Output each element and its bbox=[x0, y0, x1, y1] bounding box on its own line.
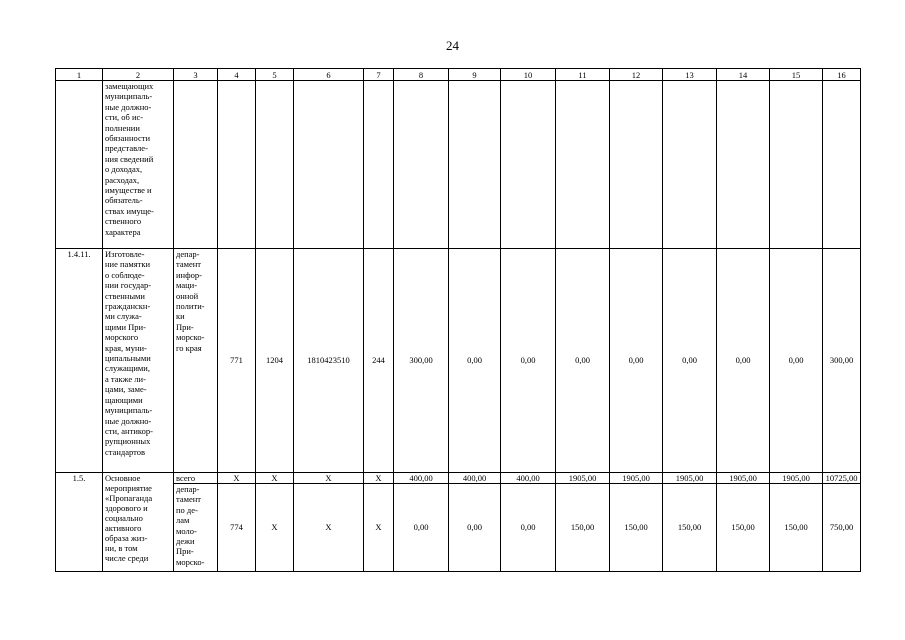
row-name: замещающих муниципаль- ные должно- сти, об ис- полнении обязанности представле- ния сведений о доходах, расходах, имуществе и обязатель- ствах имуще- ственного характера bbox=[103, 81, 174, 249]
cell-value: 771 bbox=[218, 249, 256, 473]
empty-cell bbox=[717, 81, 770, 249]
cell-value: 150,00 bbox=[556, 484, 610, 572]
cell-value: 10725,00 bbox=[823, 473, 861, 484]
empty-cell bbox=[823, 81, 861, 249]
column-header: 14 bbox=[717, 69, 770, 81]
cell-value: 400,00 bbox=[449, 473, 501, 484]
cell-value: 1810423510 bbox=[294, 249, 364, 473]
row-executor: депар- тамент по де- лам моло- дежи При- морско- bbox=[174, 484, 218, 572]
cell-value: 1905,00 bbox=[717, 473, 770, 484]
cell-value: 1905,00 bbox=[556, 473, 610, 484]
cell-value: 150,00 bbox=[717, 484, 770, 572]
cell-value: 150,00 bbox=[663, 484, 717, 572]
column-header: 10 bbox=[501, 69, 556, 81]
column-header: 3 bbox=[174, 69, 218, 81]
cell-value: Х bbox=[256, 484, 294, 572]
empty-cell bbox=[449, 81, 501, 249]
empty-cell bbox=[394, 81, 449, 249]
column-header: 4 bbox=[218, 69, 256, 81]
cell-value: 1204 bbox=[256, 249, 294, 473]
cell-value: 0,00 bbox=[610, 249, 663, 473]
cell-value: 774 bbox=[218, 484, 256, 572]
empty-cell bbox=[294, 81, 364, 249]
column-header: 9 bbox=[449, 69, 501, 81]
column-header: 11 bbox=[556, 69, 610, 81]
column-header: 5 bbox=[256, 69, 294, 81]
column-header: 12 bbox=[610, 69, 663, 81]
cell-value: 0,00 bbox=[501, 249, 556, 473]
empty-cell bbox=[770, 81, 823, 249]
cell-value: 400,00 bbox=[501, 473, 556, 484]
cell-value: 0,00 bbox=[449, 484, 501, 572]
row-executor: всего bbox=[174, 473, 218, 484]
cell-value: 400,00 bbox=[394, 473, 449, 484]
cell-value: Х bbox=[364, 473, 394, 484]
row-name: Основное мероприятие «Пропаганда здорового и социально активного образа жиз- ни, в том числе среди bbox=[103, 473, 174, 572]
cell-value: 244 bbox=[364, 249, 394, 473]
column-header: 15 bbox=[770, 69, 823, 81]
cell-value: 1905,00 bbox=[610, 473, 663, 484]
empty-cell bbox=[610, 81, 663, 249]
row-executor: депар- тамент инфор- маци- онной полити- ки При- морско- го края bbox=[174, 249, 218, 473]
cell-value: 300,00 bbox=[394, 249, 449, 473]
empty-cell bbox=[364, 81, 394, 249]
table-row bbox=[56, 81, 861, 249]
cell-value: 0,00 bbox=[449, 249, 501, 473]
cell-value: Х bbox=[256, 473, 294, 484]
empty-cell bbox=[501, 81, 556, 249]
cell-value: 150,00 bbox=[770, 484, 823, 572]
column-header: 8 bbox=[394, 69, 449, 81]
column-number-row bbox=[56, 69, 861, 81]
cell-value: Х bbox=[364, 484, 394, 572]
row-number: 1.5. bbox=[56, 473, 103, 572]
column-header: 13 bbox=[663, 69, 717, 81]
budget-table bbox=[55, 68, 861, 572]
row-number: 1.4.11. bbox=[56, 249, 103, 473]
table-row bbox=[56, 484, 861, 572]
cell-value: 1905,00 bbox=[663, 473, 717, 484]
cell-value: 300,00 bbox=[823, 249, 861, 473]
column-header: 6 bbox=[294, 69, 364, 81]
cell-value: 0,00 bbox=[770, 249, 823, 473]
table-row-total bbox=[56, 473, 861, 484]
cell-value: 750,00 bbox=[823, 484, 861, 572]
table-row bbox=[56, 249, 861, 473]
empty-cell bbox=[218, 81, 256, 249]
cell-value: 0,00 bbox=[556, 249, 610, 473]
cell-value: 0,00 bbox=[394, 484, 449, 572]
cell-value: 0,00 bbox=[717, 249, 770, 473]
empty-cell bbox=[256, 81, 294, 249]
column-header: 16 bbox=[823, 69, 861, 81]
cell-value: 150,00 bbox=[610, 484, 663, 572]
row-number bbox=[56, 81, 103, 249]
cell-value: Х bbox=[294, 473, 364, 484]
cell-value: 0,00 bbox=[663, 249, 717, 473]
empty-cell bbox=[174, 81, 218, 249]
cell-value: Х bbox=[218, 473, 256, 484]
row-name: Изготовле- ние памятки о соблюде- нии государ- ственными гражданскн- ми служа- щими При- морского края, муни- ципальными служащими, а также ли- цами, заме- щающими муниципаль- ные должно- сти, антикор- рупционных стандартов bbox=[103, 249, 174, 473]
page-number: 24 bbox=[446, 38, 459, 53]
empty-cell bbox=[556, 81, 610, 249]
cell-value: 0,00 bbox=[501, 484, 556, 572]
column-header: 1 bbox=[56, 69, 103, 81]
empty-cell bbox=[663, 81, 717, 249]
column-header: 7 bbox=[364, 69, 394, 81]
column-header: 2 bbox=[103, 69, 174, 81]
cell-value: Х bbox=[294, 484, 364, 572]
cell-value: 1905,00 bbox=[770, 473, 823, 484]
